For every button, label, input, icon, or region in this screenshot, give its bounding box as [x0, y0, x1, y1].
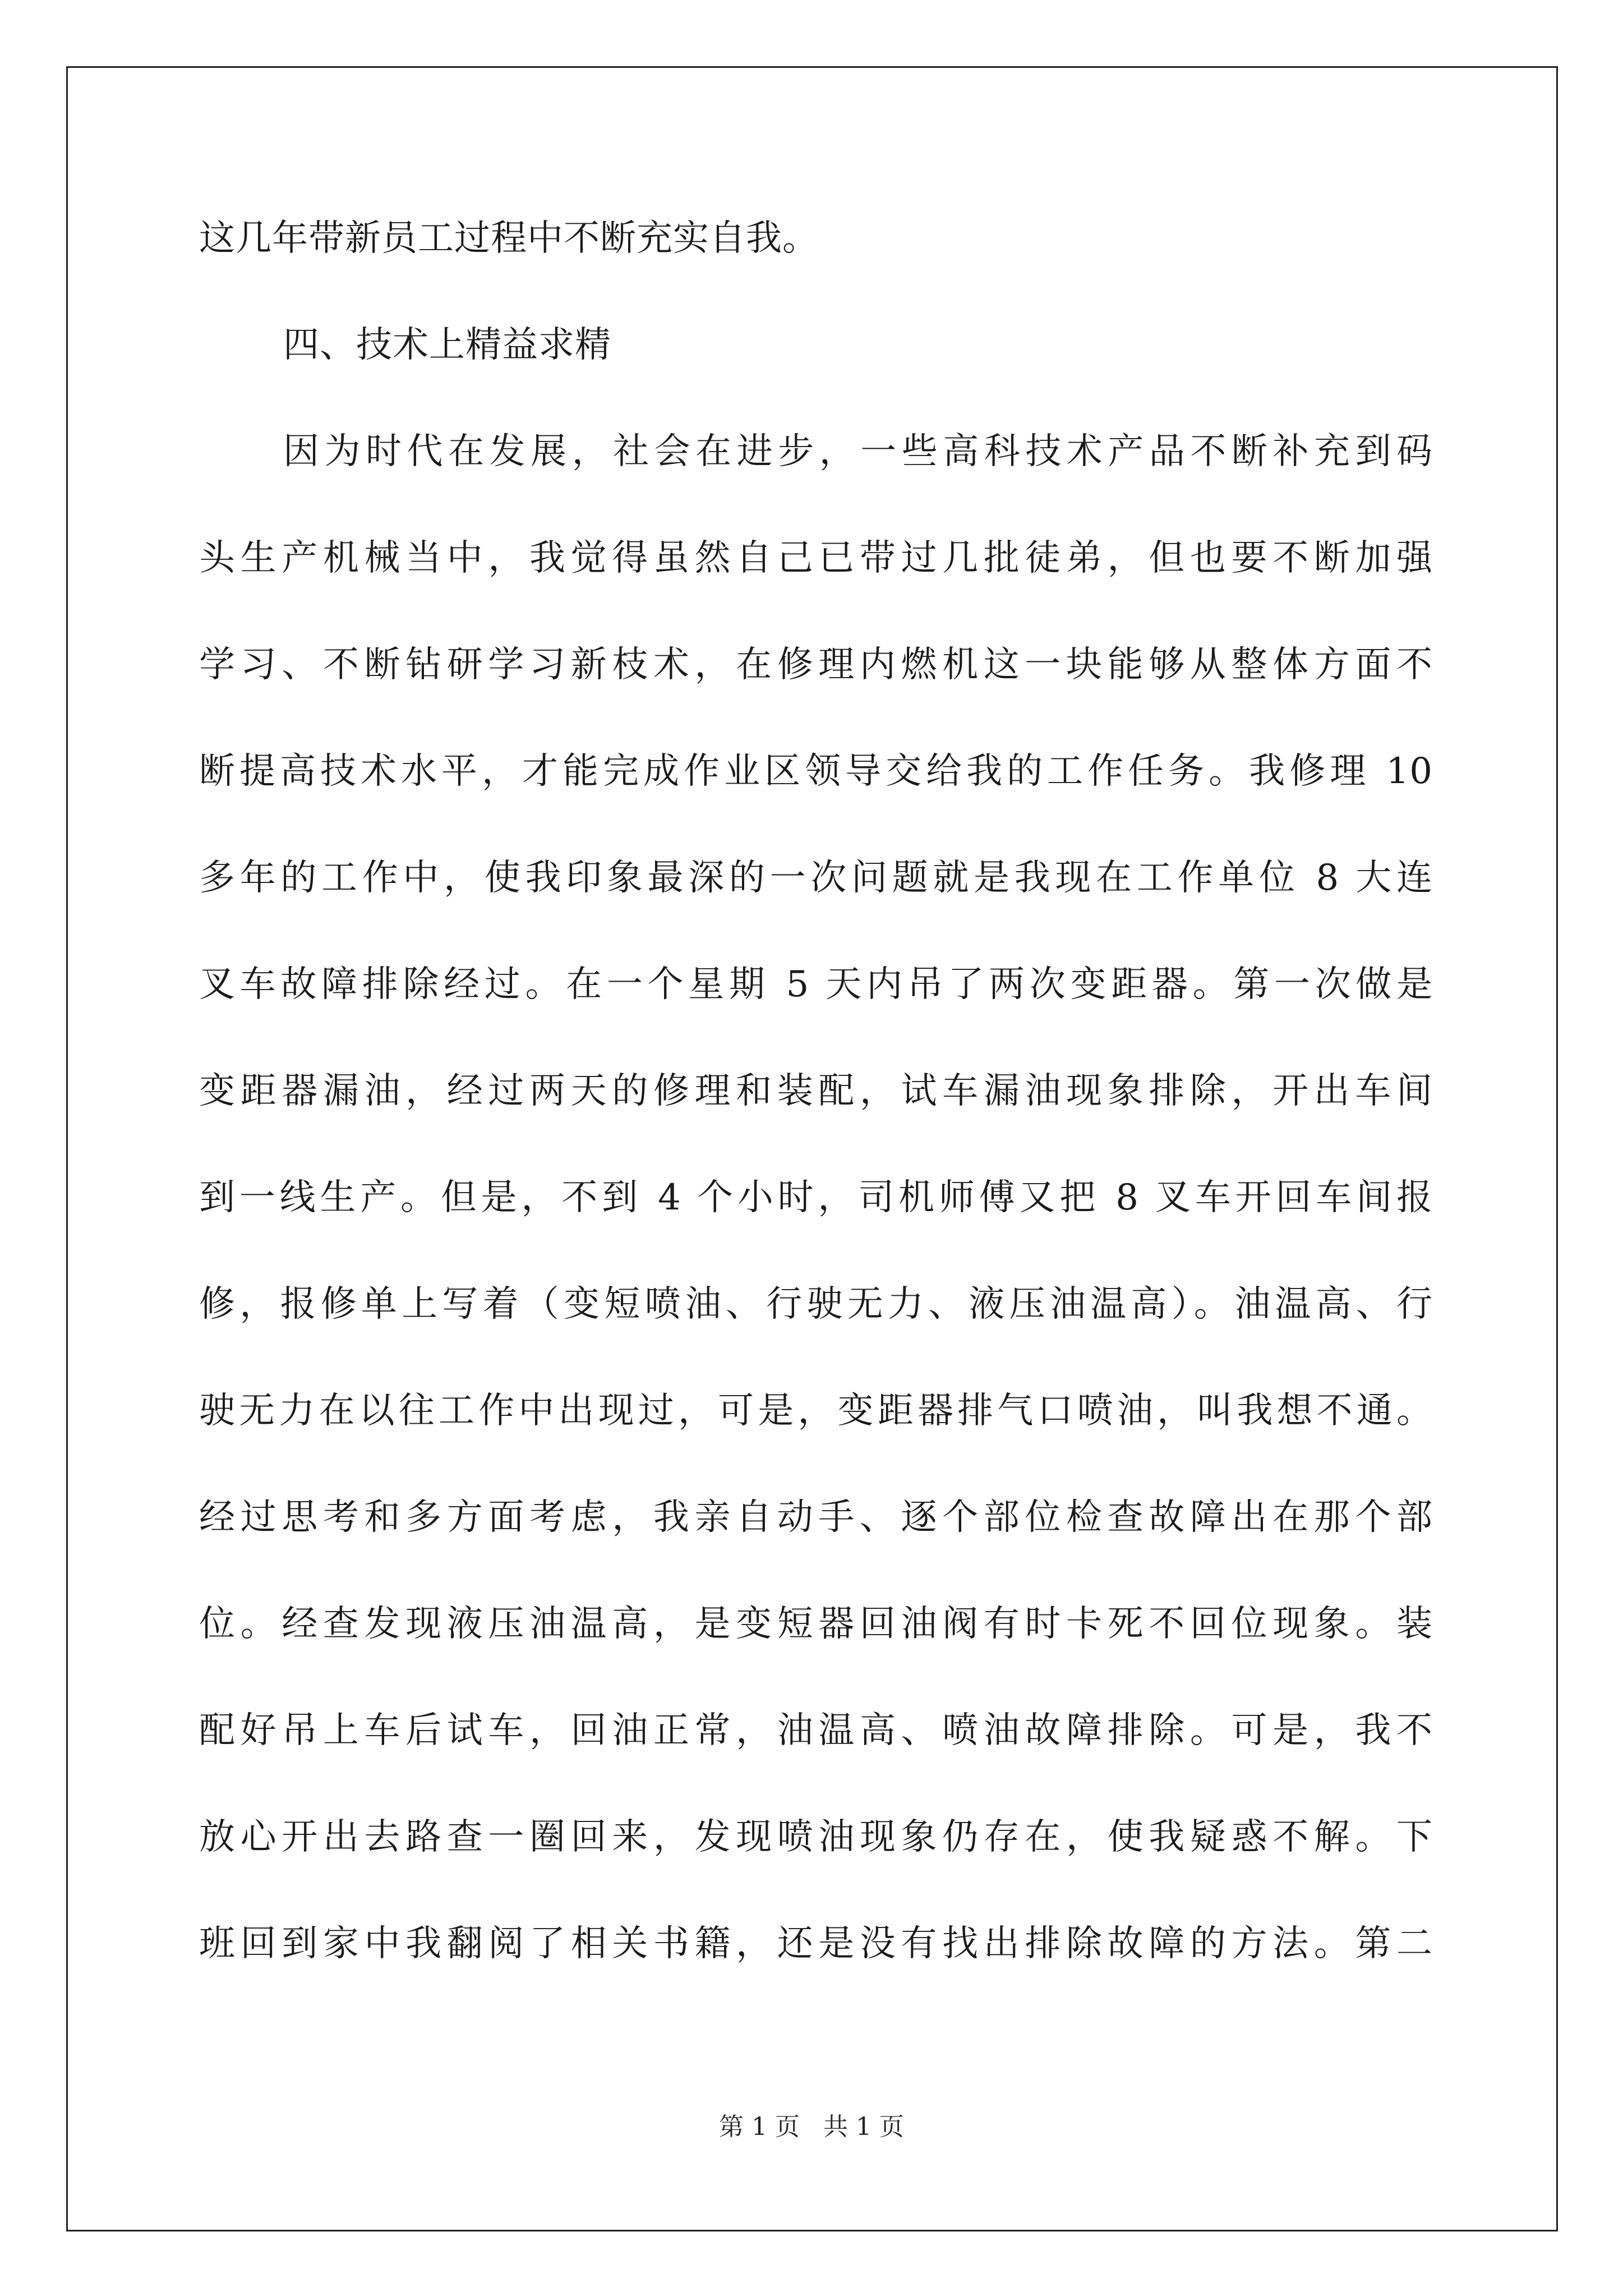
- page-total: 共 1 页: [823, 2113, 904, 2141]
- page-footer: [0, 2110, 1623, 2144]
- text-line: 经过思考和多方面考虑，我亲自动手、逐个部位检查故障出在那个部: [199, 1497, 1433, 1538]
- text-line: 学习、不断钻研学习新枝术，在修理内燃机这一块能够从整体方面不: [199, 644, 1433, 685]
- section-heading: 四、技术上精益求精: [283, 324, 611, 366]
- page-number: 第 1 页: [719, 2113, 800, 2141]
- text-line: 位。经查发现液压油温高，是变短器回油阀有时卡死不回位现象。装: [199, 1603, 1433, 1645]
- text-line: 断提高技术水平，才能完成作业区领导交给我的工作任务。我修理 10: [199, 751, 1433, 792]
- text-line: 驶无力在以往工作中出现过，可是，变距器排气口喷油，叫我想不通。: [199, 1390, 1433, 1432]
- text-line: 因为时代在发展，社会在进步，一些高科技术产品不断补充到码: [283, 431, 1433, 472]
- text-line: 叉车故障排除经过。在一个星期 5 天内吊了两次变距器。第一次做是: [199, 964, 1433, 1005]
- text-line: 到一线生产。但是，不到 4 个小时，司机师傅又把 8 叉车开回车间报: [199, 1177, 1433, 1218]
- text-line: 班回到家中我翻阅了相关书籍，还是没有找出排除故障的方法。第二: [199, 1923, 1433, 1964]
- document-body: [199, 185, 1433, 1997]
- text-line: 头生产机械当中，我觉得虽然自己已带过几批徒弟，但也要不断加强: [199, 537, 1433, 579]
- text-line: 变距器漏油，经过两天的修理和装配，试车漏油现象排除，开出车间: [199, 1070, 1433, 1112]
- text-line: 多年的工作中，使我印象最深的一次问题就是我现在工作单位 8 大连: [199, 857, 1433, 899]
- text-line: 这几年带新员工过程中不断充实自我。: [199, 218, 819, 259]
- text-line: 修，报修单上写着（变短喷油、行驶无力、液压油温高）。油温高、行: [199, 1283, 1433, 1325]
- text-line: 配好吊上车后试车，回油正常，油温高、喷油故障排除。可是，我不: [199, 1710, 1433, 1751]
- text-line: 放心开出去路查一圈回来，发现喷油现象仍存在，使我疑惑不解。下: [199, 1816, 1433, 1858]
